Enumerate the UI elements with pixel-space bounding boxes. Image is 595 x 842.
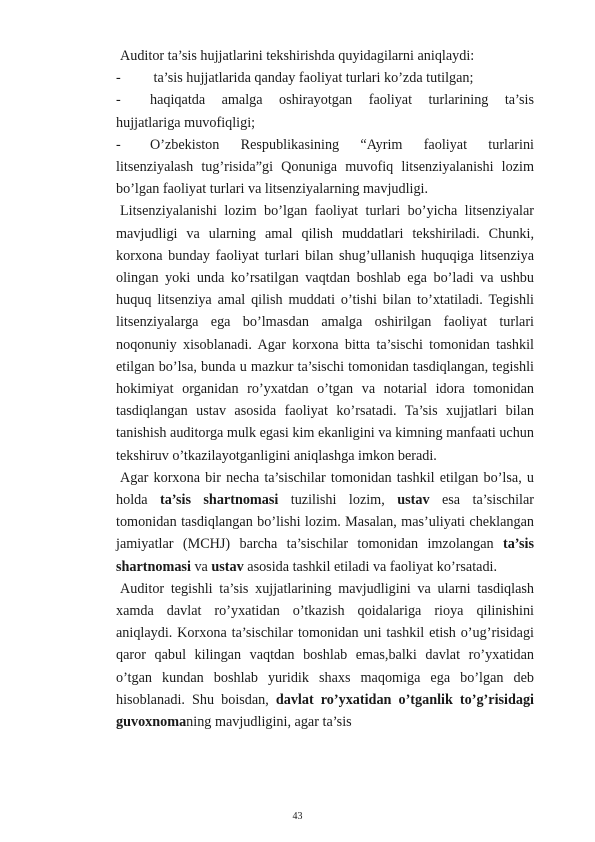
paragraph-text: esa ta’sischilar tomonidan tasdiqlangan bo’lishi lozim. Masalan, mas’uliyati cheklangan jamiyatlar (MCHJ) barcha ta’sischilar tomonidan imzolangan bbox=[116, 492, 535, 553]
page-number: 43 bbox=[292, 811, 303, 822]
paragraph-text: Auditor tegishli ta’sis xujjatlarining mavjudligini va ularni tasdiqlash xamda davlat ro’yxatidan o’tkazish qoidalariga rioya qilinishini aniqlaydi. Korxona ta’sischilar tomonidan uni tashkil etish o’ug’risidagi qaror qabul kilingan vaqtdan boshlab emas,balki davlat ro’yxatidan o’tgan kundan boshlab yuridik shaxs maqomiga ega bo’lgan deb hisoblanadi. Shu boisdan, bbox=[116, 580, 534, 708]
list-dash: - bbox=[116, 92, 121, 109]
body-paragraph bbox=[116, 578, 534, 733]
list-item-text: O’zbekiston Respublikasining “Ayrim faoliyat turlarini litsenziyalash tug’risida”gi Qonuniga muvofiq litsenziyalanishi lozim bo’lgan faoliyat turlari va litsenziyalarning mavjudligi. bbox=[116, 136, 534, 198]
bold-term: ustav bbox=[397, 492, 430, 509]
list-item bbox=[116, 67, 534, 89]
intro-text: Auditor ta’sis hujjatlarini tekshirishda quyidagilarni aniqlaydi: bbox=[120, 48, 475, 64]
bold-term: ta’sis shartnomasi bbox=[159, 492, 279, 509]
paragraph-text: va bbox=[190, 558, 212, 575]
body-paragraph bbox=[116, 200, 534, 466]
paragraph-text: Agar korxona bir necha ta’sischilar tomonidan tashkil etilgan bo’lsa, u holda bbox=[116, 469, 534, 509]
paragraph-text: asosida tashkil etiladi va faoliyat ko’rsatadi. bbox=[243, 558, 498, 575]
list-item-text: ta’sis hujjatlarida qanday faoliyat turlari ko’zda tutilgan; bbox=[150, 70, 474, 87]
list-item-text: haqiqatda amalga oshirayotgan faoliyat turlarining ta’sis hujjatlariga muvofiqligi; bbox=[116, 92, 534, 131]
body-paragraph bbox=[116, 467, 534, 578]
document-body bbox=[116, 45, 534, 733]
list-dash: - bbox=[116, 70, 121, 87]
paragraph-text: ning mavjudligini, agar ta’sis bbox=[186, 714, 352, 731]
list-item bbox=[116, 89, 534, 133]
paragraph-text: Litsenziyalanishi lozim bo’lgan faoliyat turlari bo’yicha litsenziyalar mavjudligi va ularning amal qilish muddatlari tekshiriladi. Chunki, korxona bunday faoliyat turlari bilan shug’ullanish huquqiga litsenziya olingan yoki unda ko’rsatilgan vaqtdan boshlab ega bo’ladi va ushbu huquq litsenziya amal qilish muddati o’tishi bilan to’xtatiladi. Tegishli litsenziyalarga ega bo’lmasdan amalga oshirilgan faoliyat turlari noqonuniy xisoblanadi. Agar korxona bitta ta’sischi tomonidan tashkil etilgan bo’lsa, bunda u mazkur ta’sischi tomonidan tasdiqlangan, tegishli hokimiyat organidan ro’yxatdan o’tgan va notarial idora tomonidan tasdiqlangan ustav asosida faoliyat ko’rsatadi. Ta’sis xujjatlari bilan tanishish auditorga mulk egasi kim ekanligini va kimning manfaati uchun tekshiruv o’tkazilayotganligini aniqlashga imkon beradi. bbox=[116, 203, 534, 464]
paragraph-text: tuzilishi lozim, bbox=[278, 492, 398, 509]
list-item bbox=[116, 134, 534, 201]
bold-term: davlat ro’yxatidan o’tganlik to’g’risidagi guvoxnoma bbox=[116, 691, 534, 731]
list-dash: - bbox=[116, 136, 121, 153]
intro-paragraph bbox=[116, 45, 534, 67]
bold-term: ta’sis shartnomasi bbox=[116, 536, 534, 575]
bold-term: ustav bbox=[211, 558, 244, 575]
